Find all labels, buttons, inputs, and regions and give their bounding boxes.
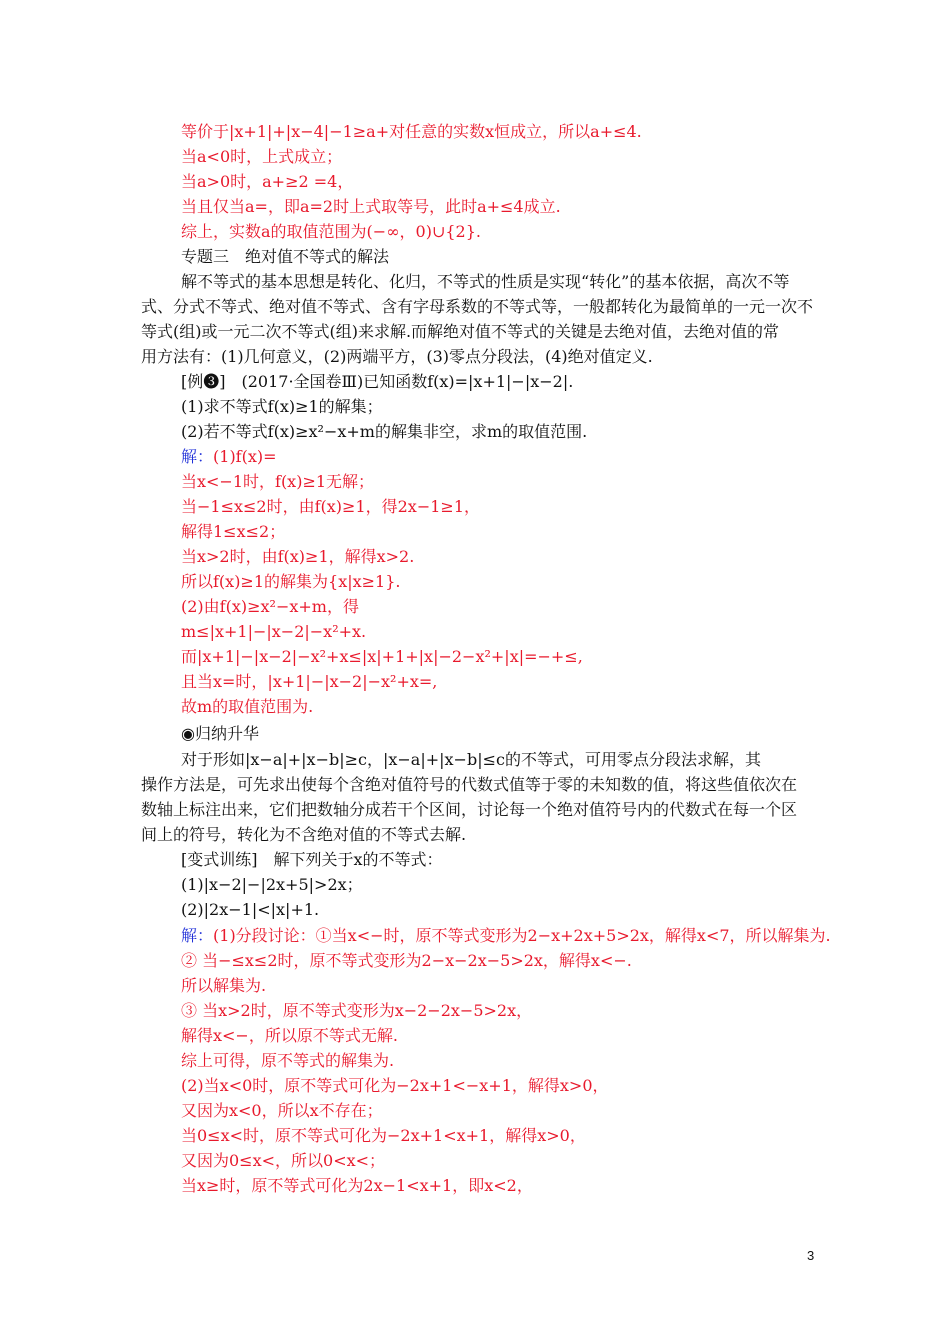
solution-line xyxy=(181,924,831,948)
answer-line: (2)由f(x)≥x²−x+m，得 xyxy=(181,597,359,616)
answer-line: 当且仅当a=，即a=2时上式取等号，此时a+≤4成立. xyxy=(181,197,561,216)
page-number: 3 xyxy=(807,1248,815,1263)
solution-text: (1)分段讨论：①当x<−时，原不等式变形为2−x+2x+5>2x，解得x<7，所以解集为. xyxy=(213,926,831,945)
question-line: (2)|2x−1|<|x|+1. xyxy=(181,900,320,919)
answer-line: 所以解集为. xyxy=(181,976,267,995)
summary-heading: ◉归纳升华 xyxy=(181,724,259,743)
section-heading: 专题三 绝对值不等式的解法 xyxy=(181,247,390,266)
paragraph-line: 用方法有：(1)几何意义，(2)两端平方，(3)零点分段法，(4)绝对值定义. xyxy=(141,347,653,366)
answer-line: 当a<0时，上式成立； xyxy=(181,147,343,166)
solution-line xyxy=(181,445,277,469)
answer-line: 当x<−1时，f(x)≥1无解； xyxy=(181,472,375,491)
answer-line: 所以f(x)≥1的解集为{x|x≥1}. xyxy=(181,572,401,591)
paragraph-line: 对于形如|x−a|+|x−b|≥c，|x−a|+|x−b|≤c的不等式，可用零点分段法求解，其 xyxy=(181,750,761,769)
answer-line: 综上可得，原不等式的解集为. xyxy=(181,1051,395,1070)
answer-line: 当x≥时，原不等式可化为2x−1<x+1，即x<2， xyxy=(181,1176,533,1195)
answer-line: 而|x+1|−|x−2|−x²+x≤|x|+1+|x|−2−x²+|x|=−+≤, xyxy=(181,647,583,666)
paragraph-line: 数轴上标注出来，它们把数轴分成若干个区间，讨论每一个绝对值符号内的代数式在每一个区 xyxy=(141,800,798,819)
question-line: (2)若不等式f(x)≥x²−x+m的解集非空，求m的取值范围. xyxy=(181,422,588,441)
example-title: [例❸] (2017·全国卷Ⅲ)已知函数f(x)=|x+1|−|x−2|. xyxy=(181,372,574,391)
solution-label: 解： xyxy=(181,926,214,945)
paragraph-line: 解不等式的基本思想是转化、化归，不等式的性质是实现“转化”的基本依据，高次不等 xyxy=(181,272,790,291)
question-line: (1)|x−2|−|2x+5|>2x； xyxy=(181,875,363,894)
answer-line: 又因为0≤x<，所以0<x<； xyxy=(181,1151,386,1170)
solution-label: 解： xyxy=(181,447,214,466)
paragraph-line: 式、分式不等式、绝对值不等式、含有字母系数的不等式等，一般都转化为最简单的一元一次不 xyxy=(141,297,814,316)
answer-line: 当0≤x<时，原不等式可化为−2x+1<x+1，解得x>0， xyxy=(181,1126,586,1145)
question-line: (1)求不等式f(x)≥1的解集； xyxy=(181,397,383,416)
answer-line: 当−1≤x≤2时，由f(x)≥1，得2x−1≥1， xyxy=(181,497,480,516)
answer-line: 解得1≤x≤2； xyxy=(181,522,286,541)
answer-line: ② 当−≤x≤2时，原不等式变形为2−x−2x−5>2x，解得x<−. xyxy=(181,951,632,970)
answer-line: 当x>2时，由f(x)≥1，解得x>2. xyxy=(181,547,415,566)
answer-line: 又因为x<0，所以x不存在； xyxy=(181,1101,383,1120)
exercise-title: [变式训练] 解下列关于x的不等式： xyxy=(181,850,443,869)
answer-line: 等价于|x+1|+|x−4|−1≥a+对任意的实数x恒成立，所以a+≤4. xyxy=(181,122,642,141)
answer-line: 综上，实数a的取值范围为(−∞，0)∪{2}. xyxy=(181,222,481,241)
answer-line: (2)当x<0时，原不等式可化为−2x+1<−x+1，解得x>0， xyxy=(181,1076,609,1095)
paragraph-line: 操作方法是，可先求出使每个含绝对值符号的代数式值等于零的未知数的值，将这些值依次在 xyxy=(141,775,798,794)
paragraph-line: 等式(组)或一元二次不等式(组)来求解.而解绝对值不等式的关键是去绝对值，去绝对值的常 xyxy=(141,322,780,341)
answer-line: 当a>0时，a+≥2 =4， xyxy=(181,172,354,191)
answer-line: ③ 当x>2时，原不等式变形为x−2−2x−5>2x， xyxy=(181,1001,533,1020)
answer-line: m≤|x+1|−|x−2|−x²+x. xyxy=(181,622,367,641)
answer-line: 且当x=时，|x+1|−|x−2|−x²+x=, xyxy=(181,672,438,691)
answer-line: 解得x<−，所以原不等式无解. xyxy=(181,1026,398,1045)
solution-text: (1)f(x)= xyxy=(213,447,277,466)
answer-line: 故m的取值范围为. xyxy=(181,697,314,716)
paragraph-line: 间上的符号，转化为不含绝对值的不等式去解. xyxy=(141,825,467,844)
